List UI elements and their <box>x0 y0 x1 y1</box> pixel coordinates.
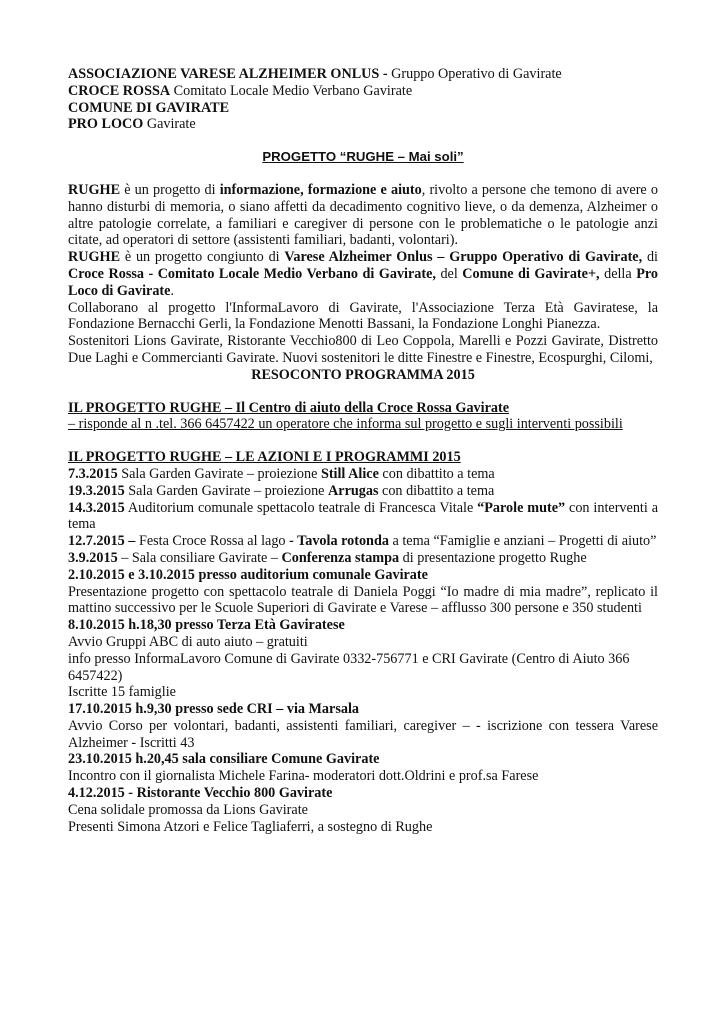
event-text: Sala Garden Gavirate – proiezione <box>124 482 329 499</box>
event-date: 7.3.2015 <box>68 465 118 482</box>
event-date: 3.9.2015 <box>68 549 118 566</box>
event-date: 14.3.2015 <box>68 499 125 516</box>
resoconto-heading: RESOCONTO PROGRAMMA 2015 <box>251 366 475 383</box>
event-item <box>68 550 658 567</box>
intro-text: del <box>435 265 463 282</box>
header-org-pro-loco <box>68 116 658 133</box>
event-text: con interventi a tema <box>68 499 658 533</box>
intro-text: Croce Rossa - Comitato Locale Medio Verbano di Gavirate, <box>68 265 436 282</box>
event-description: Cena solidale promossa da Lions Gavirate <box>68 801 308 818</box>
event-date: 19.3.2015 <box>68 482 125 499</box>
document-title: PROGETTO “RUGHE – Mai soli” <box>262 149 464 165</box>
header-org-alzheimer <box>68 66 658 83</box>
org-name: PRO LOCO <box>68 116 144 133</box>
intro-text: RUGHE <box>68 249 121 266</box>
spacer <box>68 384 658 400</box>
org-detail: Comitato Locale Medio Verbano Gavirate <box>170 82 413 99</box>
document-page <box>68 66 658 835</box>
intro-text: informazione, formazione e aiuto <box>219 181 422 198</box>
event-heading: 17.10.2015 h.9,30 presso sede CRI – via Marsala <box>68 701 359 718</box>
intro-paragraph-2 <box>68 249 658 299</box>
event-description: Presentazione progetto con spettacolo teatrale di Daniela Poggi “Io madre di mia madre”, replicato il mattino successivo per le Scuole Superiori di Gavirate e Varese – afflusso 300 persone e 350 studenti <box>68 583 658 617</box>
intro-text: è un progetto congiunto di <box>120 249 285 266</box>
event-text: Sala Garden Gavirate – proiezione <box>117 465 321 482</box>
event-text: di presentazione progetto Rughe <box>399 549 587 566</box>
event-highlight: Conferenza stampa <box>281 549 400 566</box>
centro-phone-line: – risponde al n .tel. 366 6457422 un operatore che informa sul progetto e sugli interventi possibili <box>68 416 623 433</box>
event-item <box>68 500 658 534</box>
org-name: ASSOCIAZIONE VARESE ALZHEIMER ONLUS - <box>68 66 388 82</box>
spacer <box>68 433 658 449</box>
centro-heading: IL PROGETTO RUGHE – Il Centro di aiuto della Croce Rossa Gavirate <box>68 399 510 416</box>
event-highlight: Still Alice <box>320 465 379 482</box>
event-description: info presso InformaLavoro Comune di Gavirate 0332-756771 e CRI Gavirate (Centro di Aiuto 366 6457422) <box>68 650 630 684</box>
intro-text: Comune di Gavirate+, <box>462 265 600 282</box>
event-description: Iscritte 15 famiglie <box>68 684 176 701</box>
event-text: Auditorium comunale spettacolo teatrale di Francesca Vitale <box>124 499 478 516</box>
header-org-croce-rossa <box>68 83 658 100</box>
event-highlight: Arrugas <box>328 482 379 499</box>
intro-text: , rivolto a persone che temono di avere o hanno disturbi di memoria, o siano affetti da decadimento cognitivo lieve, o da demenza, Alzheimer o altre patologie correlate, a familiari e caregiver di persone con le problematiche o le patologie anzi citate, ad operatori di settore (assistenti familiari, badanti, volontari). <box>68 181 658 249</box>
event-highlight: - Tavola rotonda <box>289 533 389 550</box>
event-description: Presenti Simona Atzori e Felice Tagliaferri, a sostegno di Rughe <box>68 818 433 835</box>
org-name: CROCE ROSSA <box>68 82 171 99</box>
intro-paragraph-1 <box>68 182 658 249</box>
event-item <box>68 483 658 500</box>
event-text: con dibattito a tema <box>378 482 495 499</box>
header-org-comune <box>68 100 658 117</box>
event-text: a tema “Famiglie e anziani – Progetti di aiuto” <box>388 533 657 550</box>
intro-text: RUGHE <box>68 181 121 198</box>
event-item <box>68 533 658 550</box>
event-heading: 2.10.2015 e 3.10.2015 presso auditorium comunale Gavirate <box>68 566 428 583</box>
intro-text: Pro Loco di Gavirate <box>68 265 658 299</box>
intro-text: di <box>642 249 658 266</box>
azioni-heading: IL PROGETTO RUGHE – LE AZIONI E I PROGRAMMI 2015 <box>68 449 461 466</box>
event-item <box>68 466 658 483</box>
event-date: 12.7.2015 – <box>68 533 136 550</box>
intro-text: . <box>170 282 174 299</box>
event-heading: 8.10.2015 h.18,30 presso Terza Età Gaviratese <box>68 617 345 634</box>
event-description: Incontro con il giornalista Michele Farina- moderatori dott.Oldrini e prof.sa Farese <box>68 768 539 785</box>
event-text: Festa Croce Rossa al lago <box>135 533 290 550</box>
event-heading: 4.12.2015 - Ristorante Vecchio 800 Gavirate <box>68 785 333 802</box>
event-heading: 23.10.2015 h.20,45 sala consiliare Comune Gavirate <box>68 751 380 768</box>
intro-paragraph-3: Collaborano al progetto l'InformaLavoro di Gavirate, l'Associazione Terza Età Gaviratese, la Fondazione Bernacchi Gerli, la Fondazione Menotti Bassani, la Fondazione Longhi Pianezza. <box>68 299 658 333</box>
intro-text: è un progetto di <box>120 181 220 198</box>
event-description: Avvio Gruppi ABC di auto aiuto – gratuiti <box>68 633 308 650</box>
intro-paragraph-4: Sostenitori Lions Gavirate, Ristorante Vecchio800 di Leo Coppola, Marelli e Pozzi Gavirate, Distretto Due Laghi e Commercianti Gavirate. Nuovi sostenitori le ditte Finestre e Finestre, Ecospurghi, Cilomi, <box>68 333 658 366</box>
org-detail: Gavirate <box>143 116 196 133</box>
event-highlight: “Parole mute” <box>477 499 566 516</box>
event-text: con dibattito a tema <box>378 465 495 482</box>
event-text: – Sala consiliare Gavirate – <box>117 549 282 566</box>
event-description: Avvio Corso per volontari, badanti, assistenti familiari, caregiver – - iscrizione con tessera Varese Alzheimer - Iscritti 43 <box>68 717 658 751</box>
intro-text: della <box>599 265 637 282</box>
intro-text: Varese Alzheimer Onlus – Gruppo Operativo di Gavirate, <box>284 249 643 266</box>
org-detail: Gruppo Operativo di Gavirate <box>387 66 562 82</box>
org-name: COMUNE DI GAVIRATE <box>68 99 230 116</box>
